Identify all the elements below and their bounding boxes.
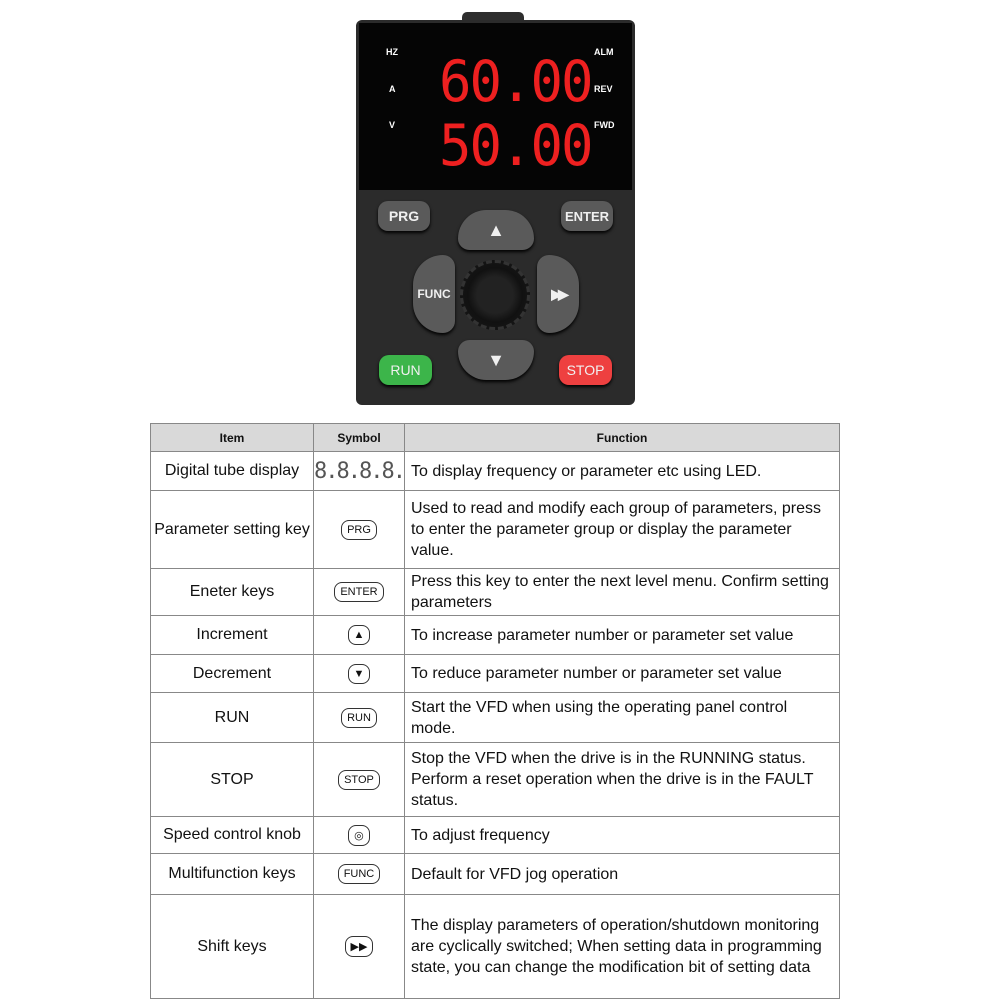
row-item: Shift keys — [151, 895, 314, 999]
symbol-key-icon: FUNC — [338, 864, 381, 884]
table-row — [151, 616, 840, 655]
row-symbol — [314, 743, 405, 817]
row-item: RUN — [151, 693, 314, 743]
row-item: Decrement — [151, 655, 314, 693]
indicator-a: A — [389, 84, 396, 94]
symbol-key-icon: RUN — [341, 708, 377, 728]
vfd-keypad-panel — [356, 20, 635, 405]
row-function: The display parameters of operation/shutdown monitoring are cyclically switched; When setting data in programming state, you can change the modification bit of setting data — [404, 895, 839, 999]
symbol-key-icon: ◎ — [348, 825, 370, 846]
display-top-value: 60.00 — [439, 48, 592, 115]
enter-button[interactable]: ENTER — [561, 201, 613, 231]
table-row — [151, 743, 840, 817]
symbol-key-icon: STOP — [338, 770, 380, 790]
row-symbol — [314, 817, 405, 854]
table-row — [151, 854, 840, 895]
table-row — [151, 817, 840, 854]
row-symbol — [314, 452, 405, 491]
up-button[interactable]: ▲ — [458, 210, 534, 250]
row-symbol — [314, 491, 405, 569]
row-symbol — [314, 655, 405, 693]
symbol-key-icon: ▶▶ — [345, 936, 374, 957]
indicator-hz: HZ — [386, 47, 398, 57]
stop-button[interactable]: STOP — [559, 355, 612, 385]
row-function: Stop the VFD when the drive is in the RUNNING status. Perform a reset operation when the drive is in the FAULT status. — [404, 743, 839, 817]
row-item: Increment — [151, 616, 314, 655]
row-item: STOP — [151, 743, 314, 817]
display-bottom-value: 50.00 — [439, 112, 592, 179]
table-row — [151, 569, 840, 616]
symbol-key-icon: ▼ — [348, 664, 371, 684]
func-button[interactable]: FUNC — [413, 255, 455, 333]
indicator-v: V — [389, 120, 396, 130]
header-symbol: Symbol — [314, 424, 405, 452]
table-row — [151, 491, 840, 569]
row-function: Press this key to enter the next level menu. Confirm setting parameters — [404, 569, 839, 616]
indicator-rev: REV — [594, 84, 613, 94]
row-symbol — [314, 895, 405, 999]
table-row — [151, 693, 840, 743]
row-item: Parameter setting key — [151, 491, 314, 569]
row-symbol — [314, 693, 405, 743]
symbol-key-icon: ENTER — [334, 582, 383, 602]
run-button[interactable]: RUN — [379, 355, 432, 385]
row-function: Start the VFD when using the operating panel control mode. — [404, 693, 839, 743]
header-function: Function — [404, 424, 839, 452]
led-display — [359, 23, 632, 190]
table-row — [151, 655, 840, 693]
header-item: Item — [151, 424, 314, 452]
down-button[interactable]: ▼ — [458, 340, 534, 380]
row-function: To display frequency or parameter etc using LED. — [404, 452, 839, 491]
prg-button[interactable]: PRG — [378, 201, 430, 231]
row-symbol — [314, 854, 405, 895]
row-item: Digital tube display — [151, 452, 314, 491]
row-function: To reduce parameter number or parameter set value — [404, 655, 839, 693]
indicator-alm: ALM — [594, 47, 614, 57]
row-item: Eneter keys — [151, 569, 314, 616]
table-row — [151, 452, 840, 491]
row-item: Speed control knob — [151, 817, 314, 854]
key-function-table — [150, 423, 840, 999]
indicator-fwd: FWD — [594, 120, 615, 130]
shift-button[interactable]: ▶▶ — [537, 255, 579, 333]
symbol-key-icon: ▲ — [348, 625, 371, 645]
speed-control-knob[interactable] — [460, 260, 530, 330]
row-function: To increase parameter number or parameter set value — [404, 616, 839, 655]
table-row — [151, 895, 840, 999]
row-symbol — [314, 569, 405, 616]
row-item: Multifunction keys — [151, 854, 314, 895]
row-symbol — [314, 616, 405, 655]
row-function: Used to read and modify each group of parameters, press to enter the parameter group or display the parameter value. — [404, 491, 839, 569]
symbol-key-icon: PRG — [341, 520, 377, 540]
row-function: To adjust frequency — [404, 817, 839, 854]
symbol-digital-tube: 8.8.8.8. — [314, 458, 404, 484]
row-function: Default for VFD jog operation — [404, 854, 839, 895]
